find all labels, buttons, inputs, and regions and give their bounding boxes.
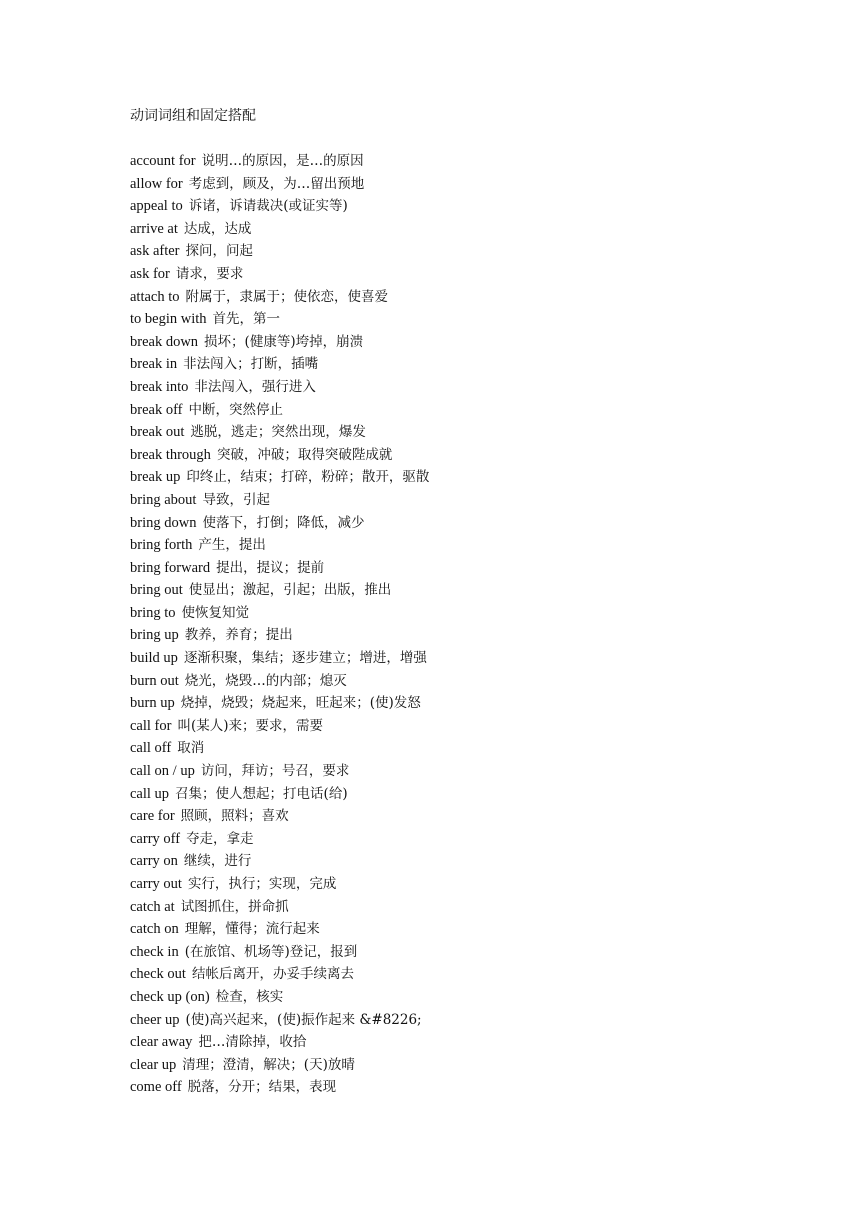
phrase-text: clear up (130, 1056, 177, 1073)
phrase-meaning: 烧掉，烧毁；烧起来，旺起来；(使)发怒 (180, 695, 421, 712)
phrase-text: to begin with (130, 311, 207, 328)
phrase-meaning: 取消 (177, 740, 205, 757)
phrase-entry (130, 896, 429, 919)
phrase-text: burn out (130, 672, 179, 689)
phrase-entry (130, 941, 429, 964)
phrase-text: call up (130, 785, 170, 802)
phrase-meaning: 继续，进行 (183, 853, 252, 870)
phrase-text: build up (130, 650, 178, 667)
phrase-entry (130, 963, 429, 986)
phrase-meaning: 实行，执行；实现，完成 (187, 876, 337, 892)
phrase-meaning: 检查，核实 (215, 988, 284, 1005)
phrase-meaning: 脱落，分开；结果，表现 (187, 1079, 337, 1096)
phrase-meaning: 访问，拜访；号召，要求 (200, 763, 350, 780)
phrase-meaning: 照顾，照料；喜欢 (180, 808, 289, 825)
phrase-entry (130, 805, 429, 828)
phrase-entry (130, 353, 429, 376)
phrase-meaning: 试图抓住，拼命抓 (180, 898, 289, 915)
phrase-text: clear away (130, 1034, 193, 1051)
phrase-text: carry out (130, 876, 182, 892)
phrase-meaning: 叫(某人)来；要求，需要 (177, 717, 324, 734)
phrase-entry (130, 263, 429, 286)
phrase-entry (130, 1076, 429, 1099)
phrase-text: break into (130, 378, 189, 395)
phrase-text: break through (130, 446, 211, 463)
phrase-text: bring forward (130, 559, 211, 576)
phrase-entry (130, 850, 429, 873)
phrase-meaning: 理解，懂得；流行起来 (184, 921, 320, 938)
phrase-text: appeal to (130, 198, 183, 215)
phrase-text: break in (130, 356, 178, 373)
phrase-text: carry on (130, 853, 178, 870)
phrase-text: break up (130, 469, 181, 486)
phrase-text: carry off (130, 830, 181, 847)
phrase-meaning: 非法闯入，强行进入 (194, 378, 316, 395)
phrase-meaning: 附属于，隶属于；使依恋，使喜爱 (185, 288, 389, 305)
phrase-text: cheer up (130, 1011, 180, 1028)
phrase-text: catch at (130, 898, 175, 915)
phrase-entry (130, 828, 429, 851)
phrase-text: burn up (130, 695, 175, 712)
phrase-entry (130, 534, 429, 557)
phrase-meaning: 损坏；(健康等)垮掉，崩溃 (204, 333, 364, 350)
phrase-text: bring forth (130, 537, 193, 554)
document-title: 动词词组和固定搭配 (130, 108, 256, 124)
phrase-list (130, 150, 429, 1099)
phrase-meaning: 烧光，烧毁…的内部；熄灭 (184, 672, 347, 689)
phrase-meaning: 达成，达成 (183, 220, 252, 237)
phrase-entry (130, 670, 429, 693)
phrase-entry (130, 150, 429, 173)
phrase-entry (130, 715, 429, 738)
phrase-entry (130, 783, 429, 806)
phrase-text: bring out (130, 582, 183, 599)
phrase-meaning: 结帐后离开，办妥手续离去 (191, 966, 354, 983)
phrase-entry (130, 512, 429, 535)
phrase-entry (130, 557, 429, 580)
phrase-text: arrive at (130, 220, 178, 237)
phrase-entry (130, 286, 429, 309)
phrase-entry (130, 986, 429, 1009)
phrase-text: account for (130, 153, 196, 169)
phrase-entry (130, 173, 429, 196)
phrase-meaning: 使恢复知觉 (181, 604, 250, 621)
phrase-meaning: 中断，突然停止 (188, 401, 283, 418)
phrase-meaning: 考虑到，顾及，为…留出预地 (188, 175, 365, 192)
phrase-entry (130, 647, 429, 670)
phrase-entry (130, 489, 429, 512)
phrase-text: allow for (130, 175, 183, 192)
phrase-meaning: 夺走，拿走 (186, 830, 254, 847)
phrase-text: call off (130, 740, 172, 757)
phrase-text: bring up (130, 627, 179, 644)
phrase-entry (130, 1031, 429, 1054)
phrase-meaning: 首先，第一 (212, 311, 281, 328)
phrase-text: bring about (130, 491, 197, 508)
phrase-entry (130, 331, 429, 354)
phrase-text: bring to (130, 604, 176, 621)
phrase-meaning: 把…清除掉，收拾 (198, 1034, 307, 1051)
phrase-meaning: 逃脱，逃走；突然出现，爆发 (190, 424, 366, 441)
phrase-meaning: 逐渐积聚，集结；逐步建立；增进，增强 (183, 650, 427, 667)
phrase-meaning: 印终止，结束；打碎，粉碎；散开，驱散 (186, 469, 430, 486)
phrase-entry (130, 195, 429, 218)
phrase-meaning: 请求，要求 (175, 265, 244, 282)
phrase-meaning: 清理；澄清，解决；(天)放晴 (182, 1056, 355, 1073)
phrase-text: break down (130, 333, 199, 350)
phrase-entry (130, 444, 429, 467)
phrase-entry (130, 240, 429, 263)
phrase-text: catch on (130, 921, 179, 938)
phrase-entry (130, 466, 429, 489)
phrase-text: check up (on) (130, 988, 210, 1005)
phrase-meaning: 教养，养育；提出 (184, 627, 293, 644)
phrase-entry (130, 421, 429, 444)
phrase-entry (130, 692, 429, 715)
phrase-text: call on / up (130, 763, 195, 780)
phrase-text: attach to (130, 288, 180, 305)
phrase-meaning: (在旅馆、机场等)登记，报到 (184, 943, 358, 960)
phrase-entry (130, 376, 429, 399)
phrase-meaning: 非法闯入；打断，插嘴 (183, 356, 319, 373)
phrase-text: check out (130, 966, 186, 983)
phrase-entry (130, 1009, 429, 1032)
phrase-text: call for (130, 717, 172, 734)
phrase-meaning: 说明…的原因，是…的原因 (201, 153, 364, 169)
phrase-text: break off (130, 401, 183, 418)
phrase-entry (130, 873, 429, 896)
phrase-meaning: 探问，问起 (185, 243, 254, 260)
phrase-text: bring down (130, 514, 197, 531)
phrase-entry (130, 918, 429, 941)
phrase-meaning: 使显出；激起，引起；出版，推出 (188, 582, 392, 599)
phrase-meaning: 诉诸，诉请裁决(或证实等) (188, 198, 348, 215)
phrase-text: ask after (130, 243, 180, 260)
phrase-text: break out (130, 424, 185, 441)
phrase-entry (130, 737, 429, 760)
phrase-entry (130, 579, 429, 602)
phrase-entry (130, 399, 429, 422)
phrase-meaning: 突破，冲破；取得突破陛成就 (216, 446, 393, 463)
phrase-entry (130, 1054, 429, 1077)
phrase-entry (130, 760, 429, 783)
phrase-text: care for (130, 808, 175, 825)
phrase-meaning: 导致，引起 (202, 491, 270, 508)
phrase-entry (130, 602, 429, 625)
phrase-meaning: 召集；使人想起；打电话(给) (175, 785, 348, 802)
phrase-meaning: (使)高兴起来，(使)振作起来 &#8226; (185, 1011, 422, 1028)
phrase-entry (130, 624, 429, 647)
phrase-text: ask for (130, 265, 170, 282)
phrase-entry (130, 308, 429, 331)
phrase-entry (130, 218, 429, 241)
phrase-meaning: 产生，提出 (198, 537, 266, 554)
phrase-meaning: 使落下，打倒；降低，减少 (202, 514, 365, 531)
phrase-meaning: 提出，提议；提前 (216, 559, 325, 576)
phrase-text: come off (130, 1079, 182, 1096)
phrase-text: check in (130, 943, 179, 960)
